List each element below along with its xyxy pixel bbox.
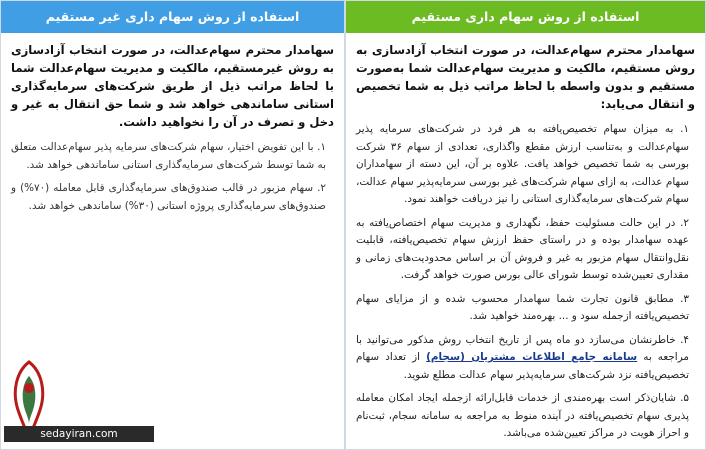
- indirect-panel-intro: سهامدار محترم سهام‌عدالت، در صورت انتخاب آزادسازی به روش غیرمستقیم، مالکیت و مدیریت سهام‌عدالت شما با لحاظ مراتب ذیل از طریق شرکت‌های سرمایه‌گذاری استانی ساماندهی خواهد شد و شما حق انتقال به غیر و دخل و تصرف در آن را نخواهید داشت.: [11, 43, 334, 129]
- indirect-panel-title: استفاده از روش سهام داری غیر مستقیم: [1, 1, 344, 33]
- sejam-link[interactable]: سامانه جامع اطلاعات مشتریان (سجام): [426, 351, 638, 363]
- list-item: ۱. با این تفویض اختیار، سهام شرکت‌های سرمایه پذیر سهام‌عدالت متعلق به شما توسط شرکت‌های سرمایه‌گذاری استانی ساماندهی خواهد شد.: [11, 141, 326, 171]
- list-item: [356, 332, 689, 385]
- indirect-items-list: [11, 139, 334, 215]
- list-item: ۳. مطابق قانون تجارت شما سهامدار محسوب شده و از مزایای سهام تخصیص‌یافته ازجمله سود و ... بهره‌مند خواهید شد.: [356, 292, 689, 322]
- item4-text-start: ۴. خاطرنشان می‌سازد دو ماه پس از تاریخ انتخاب روش مذکور می‌توانید با مراجعه به: [356, 333, 689, 363]
- list-item: ۱. به میزان سهام تخصیص‌یافته به هر فرد در شرکت‌های سرمایه پذیر سهام‌عدالت و به‌تناسب ارزش مقطع واگذاری، تعدادی از سهام ۳۶ شرکت بورسی به شما تخصیص خواهد یافت. علاوه بر آن، این دسته از سهامداران سهام عدالت، به ازای سهام شرکت‌های غیر بورسی سرمایه‌پذیر سهام عدالت، سهام شرکت‌های سرمایه‌گذاری استانی را نیز دریافت خواهند نمود.: [356, 123, 689, 205]
- direct-ownership-panel: [345, 0, 706, 450]
- list-item: ۲. سهام مزبور در قالب صندوق‌های سرمایه‌گذاری قابل معامله (۷۰%) و صندوق‌های سرمایه‌گذاری پروژه استانی (۳۰%) ساماندهی خواهد شد.: [11, 182, 326, 212]
- item4-text-end: از تعداد سهام تخصیص‌یافته نزد شرکت‌های سرمایه‌پذیر سهام عدالت مطلع شوید.: [356, 351, 689, 381]
- direct-panel-title: استفاده از روش سهام داری مستقیم: [346, 1, 705, 33]
- direct-panel-intro: سهامدار محترم سهام‌عدالت، در صورت انتخاب آزادسازی به روش مستقیم، مالکیت و مدیریت سهام‌عدالت شما به‌صورت مستقیم و بدون واسطه با لحاظ مراتب ذیل به شما تخصیص و انتقال می‌یابد:: [356, 43, 695, 111]
- watermark-site: sedayiran.com: [4, 426, 154, 442]
- list-item: ۵. شایان‌ذکر است بهره‌مندی از خدمات قابل‌ارائه ازجمله ایجاد امکان معامله پذیری سهام تخصیص‌یافته در آینده منوط به مراجعه به سامانه سجام، ثبت‌نام و احراز هویت در مراکز تعیین‌شده می‌باشد.: [356, 392, 689, 439]
- direct-items-list: [356, 121, 695, 443]
- list-item: ۲. در این حالت مسئولیت حفظ، نگهداری و مدیریت سهام اختصاص‌یافته به عهده سهامدار بوده و در راستای حفظ ارزش سهام تخصیص‌یافته، قابلیت نقل‌وانتقال سهام مزبور به غیر و فروش آن بر اساس محدودیت‌های زمانی و مقداری تعیین‌شده توسط شورای عالی بورس صورت خواهد گرفت.: [356, 216, 689, 281]
- watermark: [4, 388, 154, 444]
